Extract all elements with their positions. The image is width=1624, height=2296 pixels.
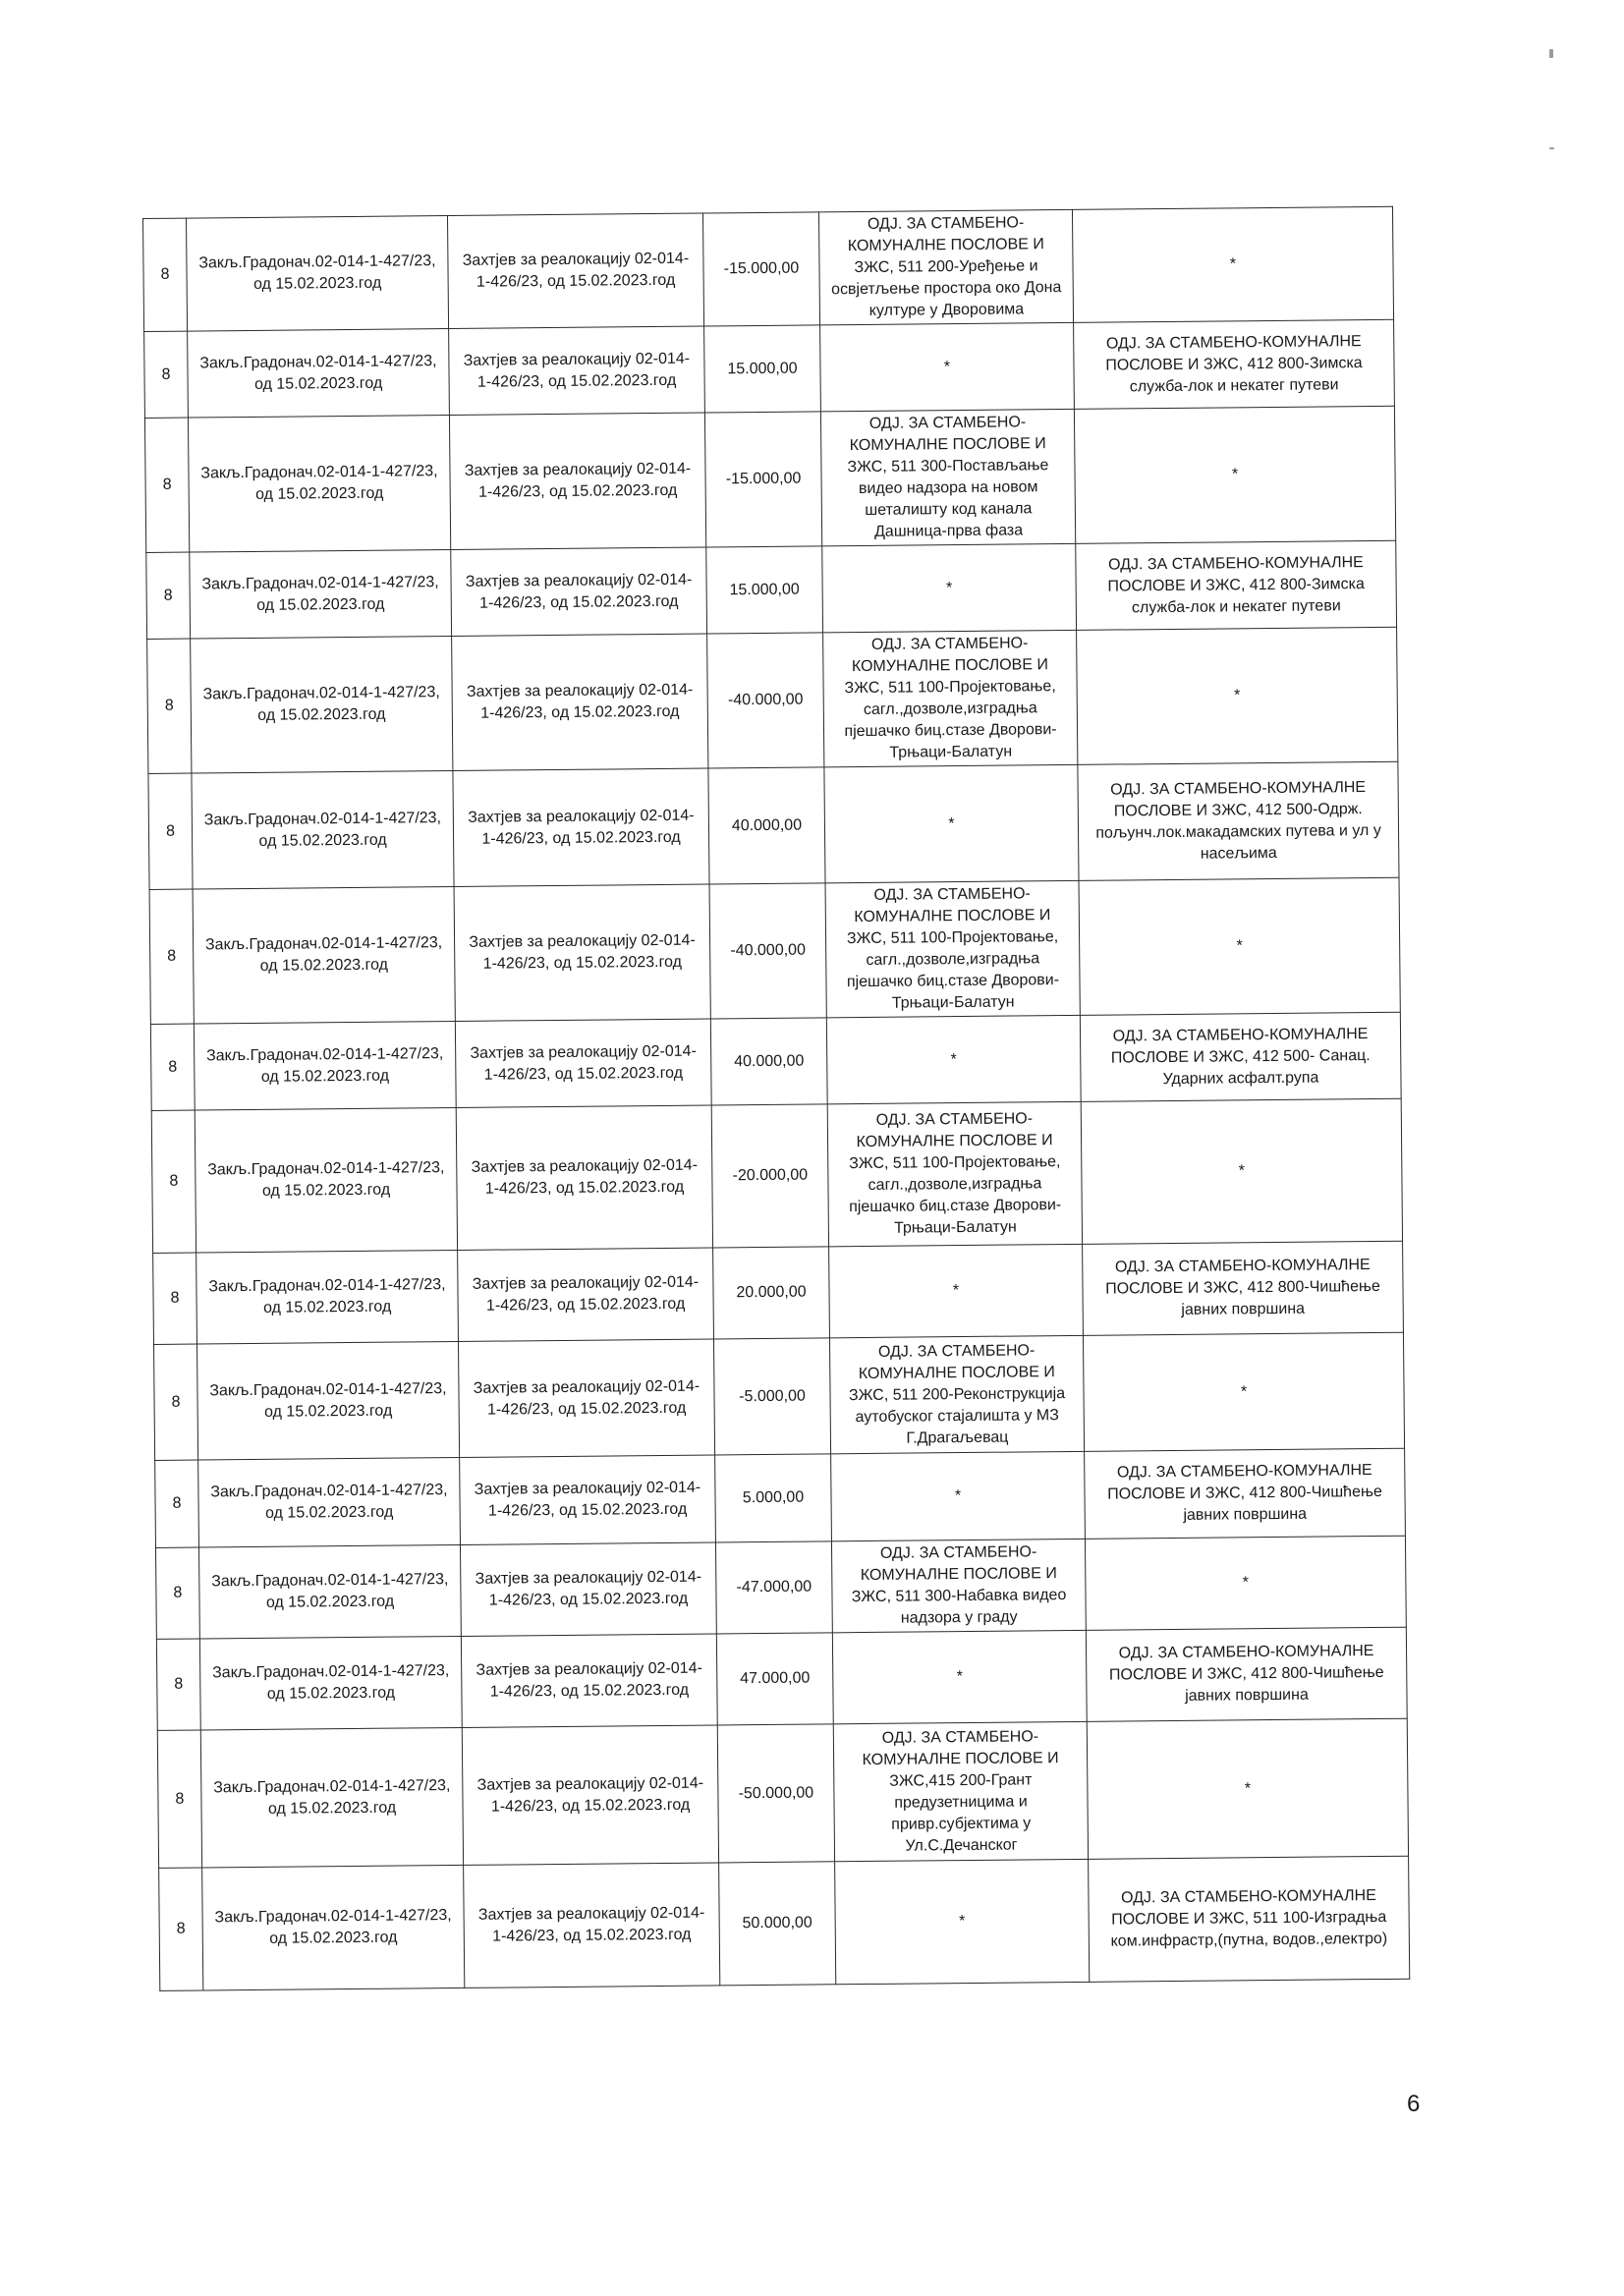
row-number: 8 [151,1110,196,1253]
amount-cell: 15.000,00 [704,325,821,413]
source-account: * [831,1451,1086,1540]
page-number: 6 [1407,2091,1421,2117]
row-number: 8 [147,639,192,773]
table-row [149,877,1400,1024]
decision-reference: Закљ.Градонач.02-014-1-427/23, од 15.02.2023.год [188,416,450,553]
decision-reference: Закљ.Градонач.02-014-1-427/23, од 15.02.2023.год [188,329,450,419]
row-number: 8 [156,1639,200,1730]
request-reference: Захтјев за реалокацију 02-014-1-426/23, од 15.02.2023.год [447,213,703,328]
amount-cell: -40.000,00 [709,883,826,1019]
target-account: * [1081,1098,1402,1244]
amount-cell: -5.000,00 [713,1338,830,1455]
source-account: ОДЈ. ЗА СТАМБЕНО-КОМУНАЛНЕ ПОСЛОВЕ И ЗЖС, 511 100-Пројектовање, сагл.,дозволе,изградња пјешачко биц.стазе Дворови-Трњаци-Балатун [825,880,1080,1017]
target-account: ОДЈ. ЗА СТАМБЕНО-КОМУНАЛНЕ ПОСЛОВЕ И ЗЖС, 412 800-Чишћење јавних површина [1086,1627,1407,1721]
target-account: ОДЈ. ЗА СТАМБЕНО-КОМУНАЛНЕ ПОСЛОВЕ И ЗЖС, 412 800-Чишћење јавних површина [1085,1448,1406,1539]
amount-cell: 15.000,00 [706,546,823,634]
request-reference: Захтјев за реалокацију 02-014-1-426/23, од 15.02.2023.год [449,326,705,415]
target-account: * [1079,877,1400,1015]
target-account: * [1087,1718,1408,1859]
table-row [157,1718,1408,1868]
scan-speck [1549,49,1553,58]
decision-reference: Закљ.Градонач.02-014-1-427/23, од 15.02.2023.год [197,1341,460,1460]
decision-reference: Закљ.Градонач.02-014-1-427/23, од 15.02.2023.год [192,770,454,889]
decision-reference: Закљ.Градонач.02-014-1-427/23, од 15.02.2023.год [196,1250,459,1344]
table-row [154,1332,1405,1460]
request-reference: Захтјев за реалокацију 02-014-1-426/23, од 15.02.2023.год [461,1634,717,1727]
source-account: * [832,1630,1087,1723]
target-account: ОДЈ. ЗА СТАМБЕНО-КОМУНАЛНЕ ПОСЛОВЕ И ЗЖС, 412 500-Одрж. пољунч.лок.макадамских путева и ул у насељима [1078,761,1399,880]
source-account: * [820,322,1075,411]
row-number: 8 [144,331,189,418]
decision-reference: Закљ.Градонач.02-014-1-427/23, од 15.02.2023.год [199,1636,462,1730]
amount-cell: 5.000,00 [715,1454,832,1542]
target-account: ОДЈ. ЗА СТАМБЕНО-КОМУНАЛНЕ ПОСЛОВЕ И ЗЖС, 412 800-Зимска служба-лок и некатег путеви [1076,540,1397,630]
source-account: ОДЈ. ЗА СТАМБЕНО-КОМУНАЛНЕ ПОСЛОВЕ И ЗЖС, 511 100-Пројектовање, сагл.,дозволе,изградња пјешачко биц.стазе Дворови-Трњаци-Балатун [827,1101,1082,1246]
target-account: * [1083,1332,1404,1451]
request-reference: Захтјев за реалокацију 02-014-1-426/23, од 15.02.2023.год [451,547,707,636]
table-row [153,1241,1404,1344]
decision-reference: Закљ.Градонач.02-014-1-427/23, од 15.02.2023.год [187,216,449,332]
source-account: * [826,1015,1081,1103]
row-number: 8 [149,889,194,1024]
row-number: 8 [143,218,188,331]
request-reference: Захтјев за реалокацију 02-014-1-426/23, од 15.02.2023.год [460,1455,716,1544]
request-reference: Захтјев за реалокацију 02-014-1-426/23, од 15.02.2023.год [460,1542,716,1636]
request-reference: Захтјев за реалокацију 02-014-1-426/23, од 15.02.2023.год [453,768,709,886]
amount-cell: 50.000,00 [719,1862,836,1986]
target-account: ОДЈ. ЗА СТАМБЕНО-КОМУНАЛНЕ ПОСЛОВЕ И ЗЖС, 511 100-Изградња ком.инфрастр,(путна, водов.,електро) [1089,1856,1410,1982]
table-body [143,206,1410,1990]
target-account: ОДЈ. ЗА СТАМБЕНО-КОМУНАЛНЕ ПОСЛОВЕ И ЗЖС, 412 800-Чишћење јавних површина [1083,1241,1404,1335]
target-account: ОДЈ. ЗА СТАМБЕНО-КОМУНАЛНЕ ПОСЛОВЕ И ЗЖС, 412 500- Санац. Ударних асфалт.рупа [1080,1012,1401,1101]
table-row [155,1448,1406,1547]
amount-cell: -40.000,00 [707,633,824,768]
decision-reference: Закљ.Градонач.02-014-1-427/23, од 15.02.2023.год [198,1544,461,1639]
decision-reference: Закљ.Градонач.02-014-1-427/23, од 15.02.2023.год [193,886,455,1024]
table-row [144,319,1395,418]
target-account: * [1077,627,1398,764]
request-reference: Захтјев за реалокацију 02-014-1-426/23, од 15.02.2023.год [462,1725,718,1865]
row-number: 8 [148,773,193,889]
source-account: * [829,1244,1084,1337]
decision-reference: Закљ.Градонач.02-014-1-427/23, од 15.02.2023.год [191,636,453,773]
source-account: * [824,764,1079,882]
decision-reference: Закљ.Градонач.02-014-1-427/23, од 15.02.2023.год [194,1021,456,1110]
target-account: * [1072,206,1393,322]
decision-reference: Закљ.Градонач.02-014-1-427/23, од 15.02.2023.год [202,1865,465,1990]
row-number: 8 [150,1024,195,1110]
row-number: 8 [155,1460,199,1547]
table-row [150,1012,1401,1110]
row-number: 8 [154,1344,198,1460]
amount-cell: 40.000,00 [710,1018,827,1105]
target-account: ОДЈ. ЗА СТАМБЕНО-КОМУНАЛНЕ ПОСЛОВЕ И ЗЖС, 412 800-Зимска служба-лок и некатег путеви [1074,319,1395,409]
target-account: * [1085,1536,1406,1630]
request-reference: Захтјев за реалокацију 02-014-1-426/23, од 15.02.2023.год [458,1248,714,1341]
target-account: * [1074,406,1395,543]
table-row [155,1536,1406,1639]
table-row [159,1856,1410,1990]
scan-speck [1549,147,1554,149]
row-number: 8 [155,1547,199,1639]
row-number: 8 [146,552,191,639]
table-row [147,627,1398,773]
amount-cell: -50.000,00 [717,1724,834,1863]
table-row [146,540,1397,639]
source-account: ОДЈ. ЗА СТАМБЕНО-КОМУНАЛНЕ ПОСЛОВЕ И ЗЖС,415 200-Грант предузетницима и привр.субјектима у Ул.С.Дечанског [833,1721,1088,1861]
reallocation-table [142,206,1410,1991]
source-account: ОДЈ. ЗА СТАМБЕНО-КОМУНАЛНЕ ПОСЛОВЕ И ЗЖС, 511 300-Постављање видео надзора на новом шеталишту код канала Дашница-прва фаза [820,409,1075,545]
source-account: ОДЈ. ЗА СТАМБЕНО-КОМУНАЛНЕ ПОСЛОВЕ И ЗЖС, 511 100-Пројектовање, сагл.,дозволе,изградња пјешачко биц.стазе Дворови-Трњаци-Балатун [823,630,1078,766]
decision-reference: Закљ.Градонач.02-014-1-427/23, од 15.02.2023.год [190,550,452,640]
decision-reference: Закљ.Градонач.02-014-1-427/23, од 15.02.2023.год [195,1107,457,1253]
row-number: 8 [157,1730,201,1868]
row-number: 8 [159,1868,203,1990]
request-reference: Захтјев за реалокацију 02-014-1-426/23, од 15.02.2023.год [455,1019,711,1107]
decision-reference: Закљ.Градонач.02-014-1-427/23, од 15.02.2023.год [198,1457,461,1547]
request-reference: Захтјев за реалокацију 02-014-1-426/23, од 15.02.2023.год [449,413,705,549]
source-account: ОДЈ. ЗА СТАМБЕНО-КОМУНАЛНЕ ПОСЛОВЕ И ЗЖС, 511 300-Набавка видео надзора у граду [831,1539,1086,1632]
table-row [151,1098,1402,1253]
table-row [144,406,1395,552]
request-reference: Захтјев за реалокацију 02-014-1-426/23, од 15.02.2023.год [454,884,710,1021]
request-reference: Захтјев за реалокацију 02-014-1-426/23, од 15.02.2023.год [452,634,708,770]
source-account: ОДЈ. ЗА СТАМБЕНО-КОМУНАЛНЕ ПОСЛОВЕ И ЗЖС, 511 200-Реконструкција аутобуског стајалишта у МЗ Г.Драгаљевац [829,1335,1084,1453]
amount-cell: -15.000,00 [702,212,819,326]
request-reference: Захтјев за реалокацију 02-014-1-426/23, од 15.02.2023.год [464,1863,720,1988]
amount-cell: -20.000,00 [711,1104,828,1248]
amount-cell: 47.000,00 [716,1633,833,1725]
source-account: * [822,543,1077,632]
row-number: 8 [144,418,189,552]
amount-cell: -47.000,00 [715,1541,832,1634]
table-row [143,206,1394,331]
table-row [148,761,1399,889]
source-account: ОДЈ. ЗА СТАМБЕНО-КОМУНАЛНЕ ПОСЛОВЕ И ЗЖС, 511 200-Уређење и освјетљење простора око Дона културе у Дворовима [818,209,1073,324]
amount-cell: 20.000,00 [713,1247,830,1339]
request-reference: Захтјев за реалокацију 02-014-1-426/23, од 15.02.2023.год [458,1339,714,1457]
decision-reference: Закљ.Градонач.02-014-1-427/23, од 15.02.2023.год [200,1727,463,1868]
source-account: * [835,1859,1090,1984]
amount-cell: -15.000,00 [704,412,821,547]
amount-cell: 40.000,00 [708,767,825,884]
row-number: 8 [153,1253,197,1344]
request-reference: Захтјев за реалокацију 02-014-1-426/23, од 15.02.2023.год [456,1105,712,1250]
table-row [156,1627,1407,1730]
